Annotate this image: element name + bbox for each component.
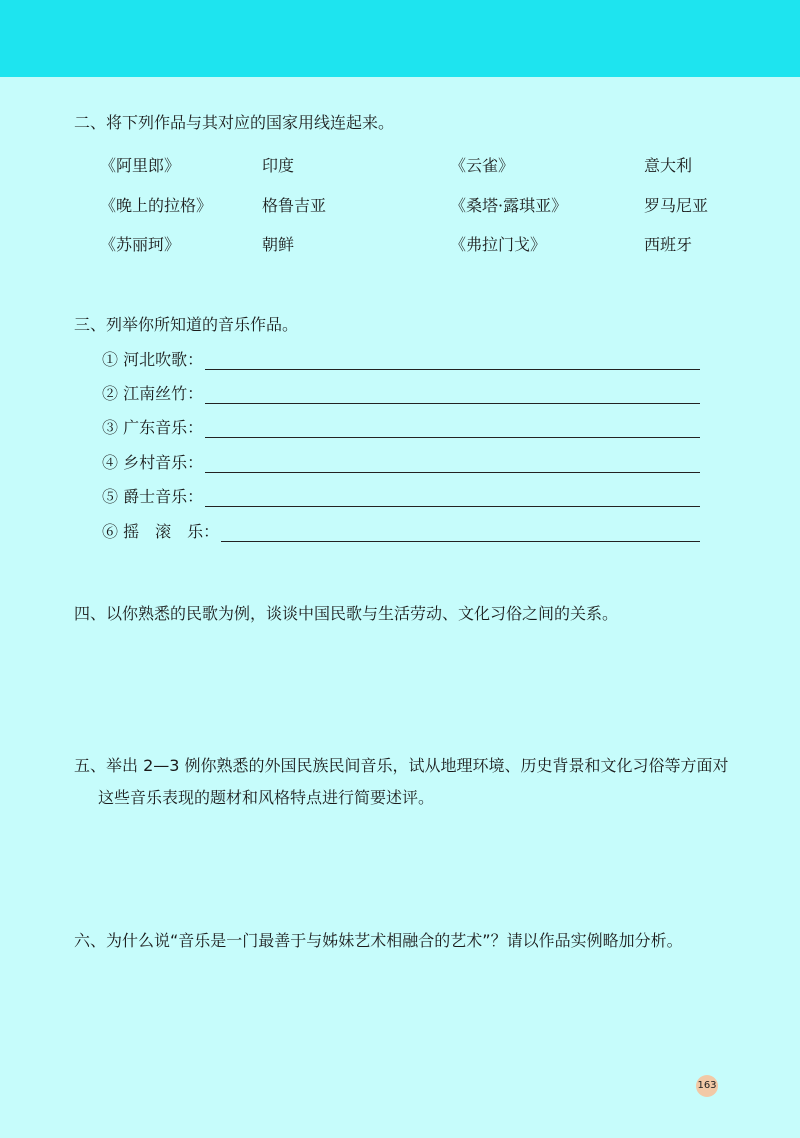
q2-country-left: 格鲁吉亚 [262, 196, 327, 215]
q2-work-left: 《晚上的拉格》 [100, 196, 213, 215]
q2-work-right: 《桑塔·露琪亚》 [450, 196, 568, 215]
answer-blank-line[interactable] [205, 490, 700, 507]
q3-answer-label: ⑤ 爵士音乐： [102, 487, 204, 506]
q3-answer-row[interactable] [102, 382, 700, 404]
q2-work-left: 《苏丽珂》 [100, 235, 181, 254]
q2-work-left: 《阿里郎》 [100, 156, 181, 175]
q3-answer-label: ② 江南丝竹： [102, 384, 204, 403]
q6-heading: 六、为什么说“音乐是一门最善于与姊妹艺术相融合的艺术”？请以作品实例略加分析。 [74, 931, 683, 950]
q3-answer-row[interactable] [102, 451, 700, 473]
q2-work-right: 《弗拉门戈》 [450, 235, 547, 254]
answer-blank-line[interactable] [205, 456, 700, 473]
answer-blank-line[interactable] [205, 353, 700, 370]
q2-heading: 二、将下列作品与其对应的国家用线连起来。 [74, 113, 395, 132]
q3-answer-label: ③ 广东音乐： [102, 418, 204, 437]
q3-answer-label: ⑥ 摇 滚 乐： [102, 522, 220, 541]
q3-answer-row[interactable] [102, 348, 700, 370]
q3-answer-label: ① 河北吹歌： [102, 350, 204, 369]
q2-country-right: 西班牙 [644, 235, 693, 254]
q4-heading: 四、以你熟悉的民歌为例，谈谈中国民歌与生活劳动、文化习俗之间的关系。 [74, 604, 619, 623]
q3-answer-row[interactable] [102, 416, 700, 438]
q5-heading [74, 755, 729, 809]
q3-answer-row[interactable] [102, 485, 700, 507]
q3-heading: 三、列举你所知道的音乐作品。 [74, 315, 299, 334]
answer-blank-line[interactable] [205, 421, 700, 438]
page-number: 163 [696, 1075, 718, 1097]
q5-line-2: 这些音乐表现的题材和风格特点进行简要述评。 [98, 788, 435, 807]
q2-work-right: 《云雀》 [450, 156, 515, 175]
q2-country-left: 朝鲜 [262, 235, 295, 254]
top-color-band [0, 0, 800, 77]
q3-answer-row[interactable] [102, 520, 700, 542]
q2-country-left: 印度 [262, 156, 295, 175]
answer-blank-line[interactable] [221, 525, 700, 542]
q3-answer-label: ④ 乡村音乐： [102, 453, 204, 472]
q2-country-right: 意大利 [644, 156, 693, 175]
q5-line-1: 五、举出 2—3 例你熟悉的外国民族民间音乐，试从地理环境、历史背景和文化习俗等方面对 [74, 756, 729, 775]
answer-blank-line[interactable] [205, 387, 700, 404]
q2-country-right: 罗马尼亚 [644, 196, 709, 215]
